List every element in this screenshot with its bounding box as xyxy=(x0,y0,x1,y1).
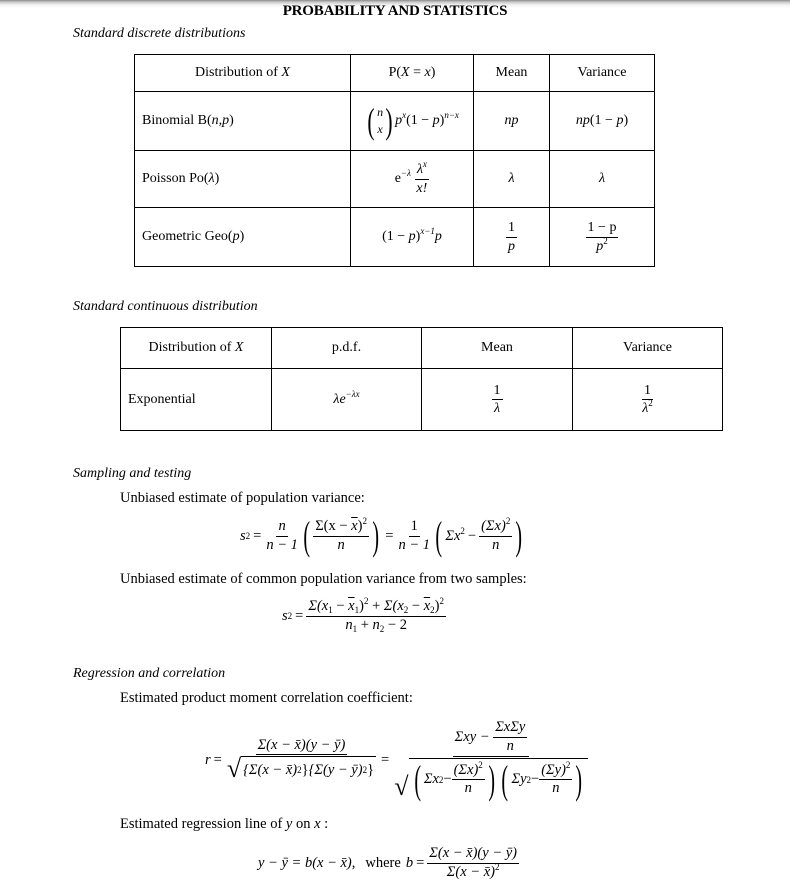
header-pdf: p.d.f. xyxy=(272,328,422,369)
formula-pooled-variance: s 2 = $\frac{\Sigma(x_1 - \overline{x}_1)^2 + \Sigma(x_2 - \overline{x}_2)^2}{n_1 + n_2 - 2}$ xyxy=(282,595,444,634)
two-sample-variance-label: Unbiased estimate of common population variance from two samples: xyxy=(120,571,527,587)
regression-line-label: Estimated regression line of y on x : xyxy=(120,816,329,832)
exponential-pdf: $\lambda e^{-\lambda x}$ xyxy=(272,369,422,431)
continuous-header-row xyxy=(121,328,723,369)
poisson-name: Poisson Po(λ) xyxy=(135,151,351,208)
binomial-variance: np(1 − p) xyxy=(550,92,655,151)
continuous-table xyxy=(120,327,723,431)
regression-heading: Regression and correlation xyxy=(73,666,226,681)
unbiased-variance-label: Unbiased estimate of population variance: xyxy=(120,490,365,506)
header-variance: Variance xyxy=(550,55,655,92)
geometric-pmf: $(1 - p)^{x-1}p$ xyxy=(351,208,474,267)
table-row-geometric xyxy=(135,208,655,267)
poisson-fraction: $\frac{\lambda^x}{x!}$ xyxy=(416,159,428,196)
geometric-mean: $\frac{1}{p}$ xyxy=(474,208,550,267)
continuous-heading: Standard continuous distribution xyxy=(73,299,258,314)
discrete-heading: Standard discrete distributions xyxy=(73,26,246,41)
poisson-mean: λ xyxy=(474,151,550,208)
pmcc-label: Estimated product moment correlation coefficient: xyxy=(120,690,413,706)
table-row-exponential xyxy=(121,369,723,431)
table-row-binomial xyxy=(135,92,655,151)
binomial-coefficient: ( n x ) xyxy=(367,101,393,141)
binomial-name: Binomial B(n,p) xyxy=(135,92,351,151)
discrete-header-row xyxy=(135,55,655,92)
sampling-heading: Sampling and testing xyxy=(73,466,192,481)
table-row-poisson xyxy=(135,151,655,208)
header-mean: Mean xyxy=(422,328,573,369)
poisson-pmf: $e^{-\lambda}$ $\frac{\lambda^x}{x!}$ xyxy=(351,151,474,208)
formula-pmcc: r = Σ(x − x̄)(y − ȳ) √ {Σ(x − x̄) 2 } {Σ(y − ȳ) 2 } = Σxy − $\frac{\text{ΣxΣy}}{n}$ √ ( Σx 2 − $\frac{(\Sigma x)^2}{n}$ ) ( Σy 2 − $\frac{(\Sigma y)^2}{n}$ ) xyxy=(205,717,590,803)
exponential-variance: $\frac{1}{\lambda^2}$ xyxy=(573,369,723,431)
page-title: PROBABILITY AND STATISTICS xyxy=(282,3,508,19)
formula-unbiased-variance: s 2 = $\frac{n}{n - 1}$ ( $\frac{\Sigma(x - \overline{x})^2}{n}$ ) = $\frac{1}{n - 1}$ ( $\Sigma x^2$ − $\frac{(\Sigma x)^2}{n}$ ) xyxy=(240,513,523,558)
poisson-variance: λ xyxy=(550,151,655,208)
binomial-mean: np xyxy=(474,92,550,151)
formula-regression-line: y − ȳ = b(x − x̄), where b = $\frac{\Sigma(x - x̄)(y - ȳ)}{\Sigma(x - x̄)^2}$ xyxy=(258,844,517,880)
header-pmf: P(X = x) xyxy=(351,55,474,92)
binomial-pmf: ( n x ) $p^x(1 - p)^{n-x}$ xyxy=(351,92,474,151)
header-distribution: Distribution of X xyxy=(135,55,351,92)
header-variance: Variance xyxy=(573,328,723,369)
geometric-variance: $\frac{1 - p}{p^2}$ xyxy=(550,208,655,267)
exponential-name: Exponential xyxy=(121,369,272,431)
geometric-name: Geometric Geo(p) xyxy=(135,208,351,267)
header-distribution: Distribution of X xyxy=(121,328,272,369)
header-mean: Mean xyxy=(474,55,550,92)
exponential-mean: $\frac{1}{\lambda}$ xyxy=(422,369,573,431)
discrete-table xyxy=(134,54,655,267)
